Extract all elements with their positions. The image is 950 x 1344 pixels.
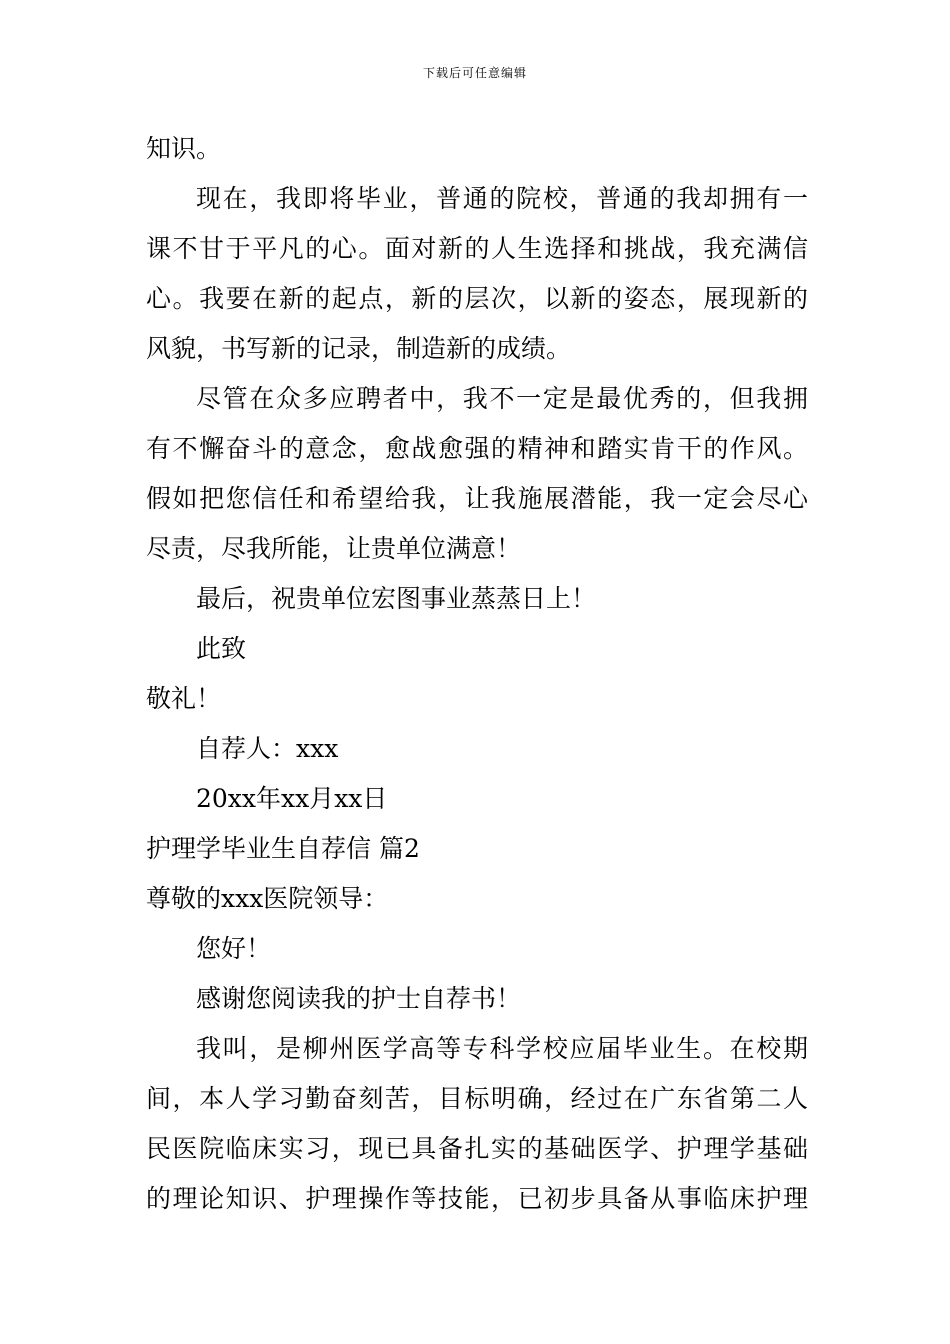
text-line: 20xx年xx月xx日	[196, 784, 388, 813]
text-line: 知识。	[146, 134, 222, 163]
text-line: 心。我要在新的起点，新的层次，以新的姿态，展现新的	[146, 284, 808, 313]
text-line: 的理论知识、护理操作等技能，已初步具备从事临床护理	[146, 1184, 808, 1213]
text-line: 最后，祝贵单位宏图事业蒸蒸日上！	[196, 584, 597, 613]
text-line: 您好！	[196, 934, 272, 963]
section-heading: 护理学毕业生自荐信 篇2	[146, 834, 420, 863]
text-line: 风貌，书写新的记录，制造新的成绩。	[146, 334, 572, 363]
text-line: 我叫，是柳州医学高等专科学校应届毕业生。在校期	[196, 1034, 808, 1063]
text-line: 民医院临床实习，现已具备扎实的基础医学、护理学基础	[146, 1134, 808, 1163]
text-line: 尊敬的xxx医院领导：	[146, 884, 389, 913]
text-line: 间，本人学习勤奋刻苦，目标明确，经过在广东省第二人	[146, 1084, 808, 1113]
text-line: 自荐人：xxx	[196, 734, 339, 763]
page-header: 下载后可任意编辑	[422, 66, 527, 80]
text-line: 现在，我即将毕业，普通的院校，普通的我却拥有一	[196, 184, 808, 213]
text-line: 敬礼！	[146, 684, 222, 713]
text-line: 感谢您阅读我的护士自荐书！	[196, 984, 522, 1013]
text-line: 尽责，尽我所能，让贵单位满意！	[146, 534, 522, 563]
document-body	[146, 124, 808, 1224]
text-line: 有不懈奋斗的意念，愈战愈强的精神和踏实肯干的作风。	[146, 434, 808, 463]
text-line: 尽管在众多应聘者中，我不一定是最优秀的，但我拥	[196, 384, 808, 413]
text-line: 此致	[196, 634, 247, 663]
text-line: 假如把您信任和希望给我，让我施展潜能，我一定会尽心	[146, 484, 808, 513]
text-line: 课不甘于平凡的心。面对新的人生选择和挑战，我充满信	[146, 234, 808, 263]
